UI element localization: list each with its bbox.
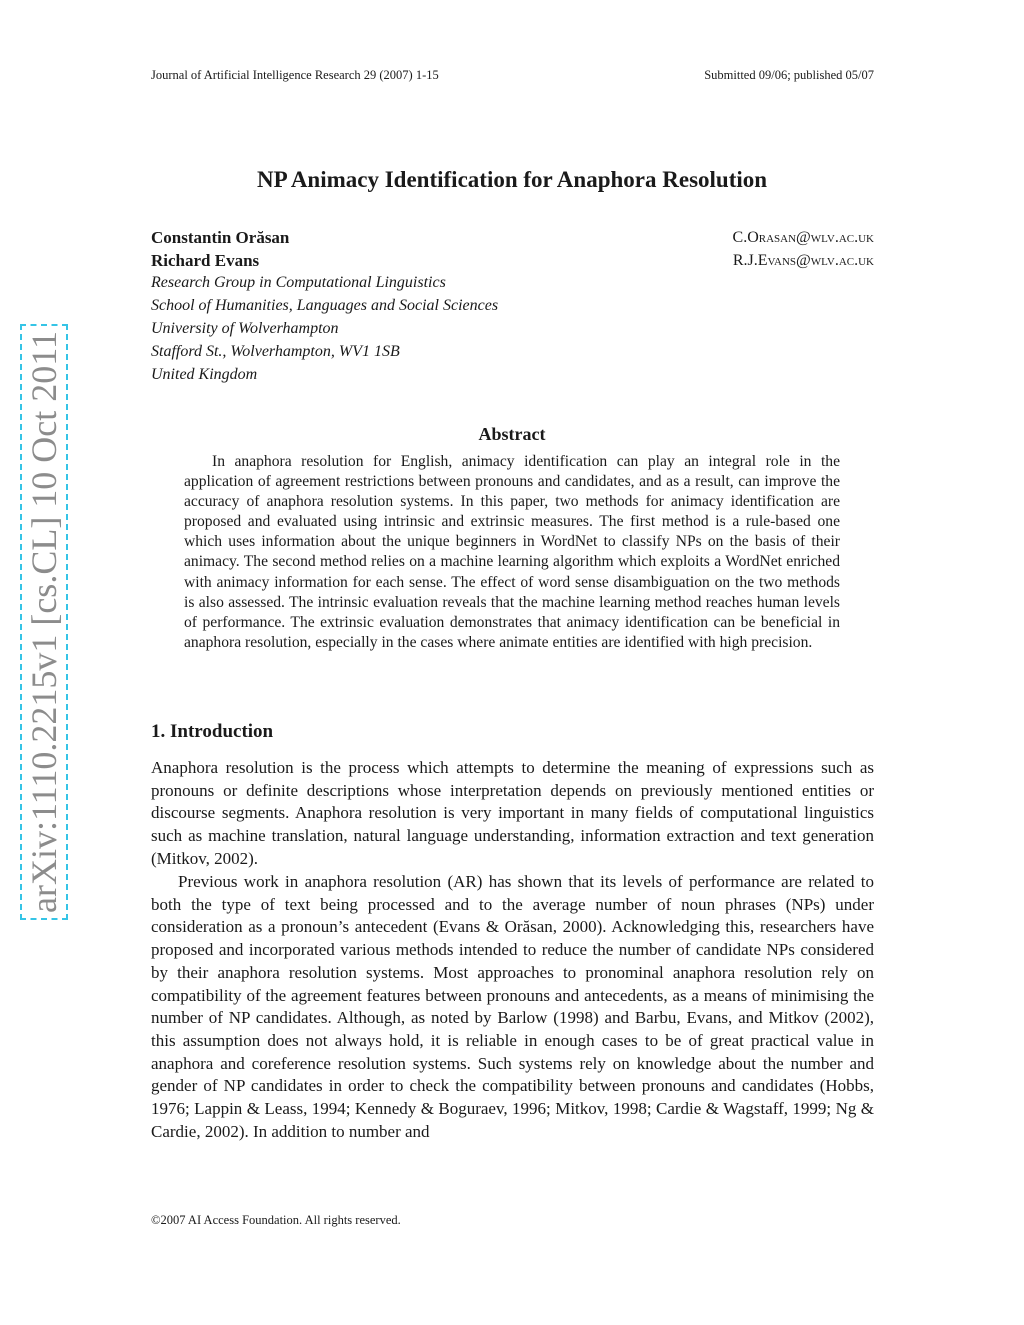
journal-header: Journal of Artificial Intelligence Research 29 (2007) 1-15: [151, 68, 439, 82]
author-email[interactable]: C.Orasan@wlv.ac.uk: [732, 229, 874, 246]
section-heading: 1. Introduction: [151, 721, 274, 742]
affiliation-line: University of Wolverhampton: [151, 320, 339, 337]
affiliation-line: School of Humanities, Languages and Social Sciences: [151, 297, 499, 314]
author-name: Richard Evans: [151, 251, 260, 270]
body-paragraph: Previous work in anaphora resolution (AR) has shown that its levels of performance are related to both the type of text being processed and to the average number of noun phrases (NPs) under consideration as a pronoun’s antecedent (Evans & Orăsan, 2000). Acknowledging this, researchers have proposed and incorporated various methods intended to reduce the number of candidate NPs considered by their anaphora resolution systems. Most approaches to pronominal anaphora resolution rely on compatibility of the agreement features between pronouns and antecedents, as a means of minimising the number of NP candidates. Although, as noted by Barlow (1998) and Barbu, Evans, and Mitkov (2002), this assumption does not always hold, it is reliable in enough cases to be of great practical value in anaphora and coreference resolution systems. Such systems rely on knowledge about the number and gender of NP candidates in order to check the compatibility between pronouns and candidates (Hobbs, 1976; Lappin & Leass, 1994; Kennedy & Boguraev, 1996; Mitkov, 1998; Cardie & Wagstaff, 1999; Ng & Cardie, 2002). In addition to number and: [151, 872, 874, 1141]
abstract-text: In anaphora resolution for English, animacy identification can play an integral role in the application of agreement restrictions between pronouns and candidates, and as a result, can improve the accuracy of anaphora resolution systems. In this paper, two methods for animacy identification are proposed and evaluated using intrinsic and extrinsic measures. The first method is a rule-based one which uses information about the unique beginners in WordNet to classify NPs on the basis of their animacy. The second method relies on a machine learning algorithm which exploits a WordNet enriched with animacy information for each sense. The effect of word sense disambiguation on the two methods is also assessed. The intrinsic evaluation reveals that the machine learning method reaches human levels of performance. The extrinsic evaluation demonstrates that animacy identification can be beneficial in anaphora resolution, especially in the cases where animate entities are identified with high precision.: [184, 453, 840, 651]
affiliation-line: Research Group in Computational Linguistics: [151, 274, 446, 291]
author-email[interactable]: R.J.Evans@wlv.ac.uk: [732, 252, 874, 269]
submission-dates: Submitted 09/06; published 05/07: [704, 68, 874, 82]
body-paragraph: Anaphora resolution is the process which attempts to determine the meaning of expressions such as pronouns or definite descriptions whose interpretation depends on previously mentioned entities or discourse segments. Anaphora resolution is very important in many fields of computational linguistics such as machine translation, natural language understanding, information extraction and text generation (Mitkov, 2002).: [151, 758, 874, 868]
arxiv-stamp[interactable]: arXiv:1110.2215v1 [cs.CL] 10 Oct 2011: [20, 324, 68, 920]
author-name: Constantin Orăsan: [151, 228, 290, 247]
abstract-heading: Abstract: [478, 424, 546, 444]
paper-title: NP Animacy Identification for Anaphora Resolution: [256, 167, 768, 192]
affiliation-line: United Kingdom: [151, 366, 258, 383]
affiliation-line: Stafford St., Wolverhampton, WV1 1SB: [151, 343, 400, 360]
copyright-footer: ©2007 AI Access Foundation. All rights reserved.: [151, 1213, 401, 1227]
